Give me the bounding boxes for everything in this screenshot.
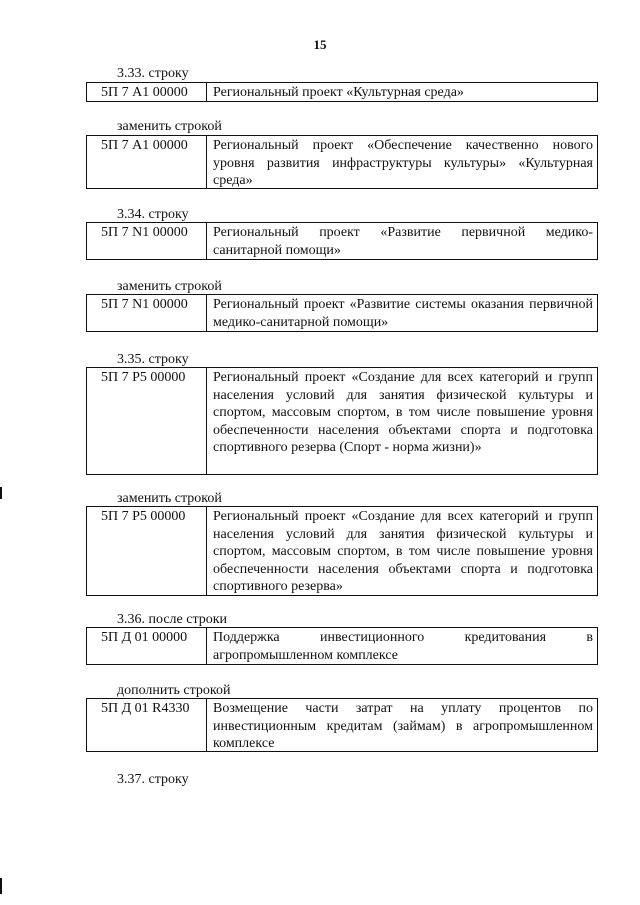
section-label-replace-3-33: заменить строкой (117, 119, 222, 134)
table-row-replace-3-33 (86, 135, 598, 189)
text-cell: Региональный проект «Обеспечение качественно нового уровня развития инфраструктуры культуры» «Культурная среда» (213, 138, 593, 188)
text-cell: Поддержка инвестиционного кредитования в агропромышленном комплексе (213, 630, 593, 663)
table-row-3-36 (86, 627, 598, 665)
code-cell: 5П 7 А1 00000 (87, 83, 207, 101)
text-cell: Региональный проект «Развитие первичной медико-санитарной помощи» (213, 225, 593, 258)
text-cell: Региональный проект «Культурная среда» (213, 85, 464, 100)
section-label-3-34: 3.34. строку (117, 207, 189, 222)
text-cell: Региональный проект «Создание для всех категорий и групп населения условий для занятия физической культуры и спортом, массовым спортом, в том числе повышение уровня обеспеченности населения объектами спорта и подготовка спортивного резерва» (213, 509, 593, 594)
code-cell: 5П 7 А1 00000 (87, 136, 207, 188)
table-row-3-35 (86, 367, 598, 475)
table-row-add-3-36 (86, 698, 598, 752)
table-row-replace-3-35 (86, 506, 598, 596)
section-label-replace-3-34: заменить строкой (117, 279, 222, 294)
code-cell: 5П 7 Р5 00000 (87, 368, 207, 474)
section-label-3-37: 3.37. строку (117, 772, 189, 787)
table-row-3-33 (86, 82, 598, 102)
text-cell: Региональный проект «Развитие системы оказания первичной медико-санитарной помощи» (213, 297, 593, 330)
section-label-3-33: 3.33. строку (117, 66, 189, 81)
code-cell: 5П Д 01 R4330 (87, 699, 207, 751)
section-label-replace-3-35: заменить строкой (117, 491, 222, 506)
code-cell: 5П Д 01 00000 (87, 628, 207, 664)
section-label-add-3-36: дополнить строкой (117, 683, 231, 698)
code-cell: 5П 7 Р5 00000 (87, 507, 207, 595)
text-cell: Возмещение части затрат на уплату процентов по инвестиционным кредитам (займам) в агропромышленном комплексе (213, 701, 593, 751)
scan-edge-mark (0, 487, 2, 499)
text-cell: Региональный проект «Создание для всех категорий и групп населения условий для занятия физической культуры и спортом, массовым спортом, в том числе повышение уровня обеспеченности населения объектами спорта и подготовка спортивного резерва (Спорт - норма жизни)» (213, 370, 593, 455)
page-number: 15 (313, 37, 327, 52)
code-cell: 5П 7 N1 00000 (87, 223, 207, 259)
section-label-3-35: 3.35. строку (117, 352, 189, 367)
table-row-3-34 (86, 222, 598, 260)
section-label-3-36: 3.36. после строки (117, 612, 228, 627)
scan-edge-mark (0, 878, 2, 894)
code-cell: 5П 7 N1 00000 (87, 295, 207, 331)
table-row-replace-3-34 (86, 294, 598, 332)
